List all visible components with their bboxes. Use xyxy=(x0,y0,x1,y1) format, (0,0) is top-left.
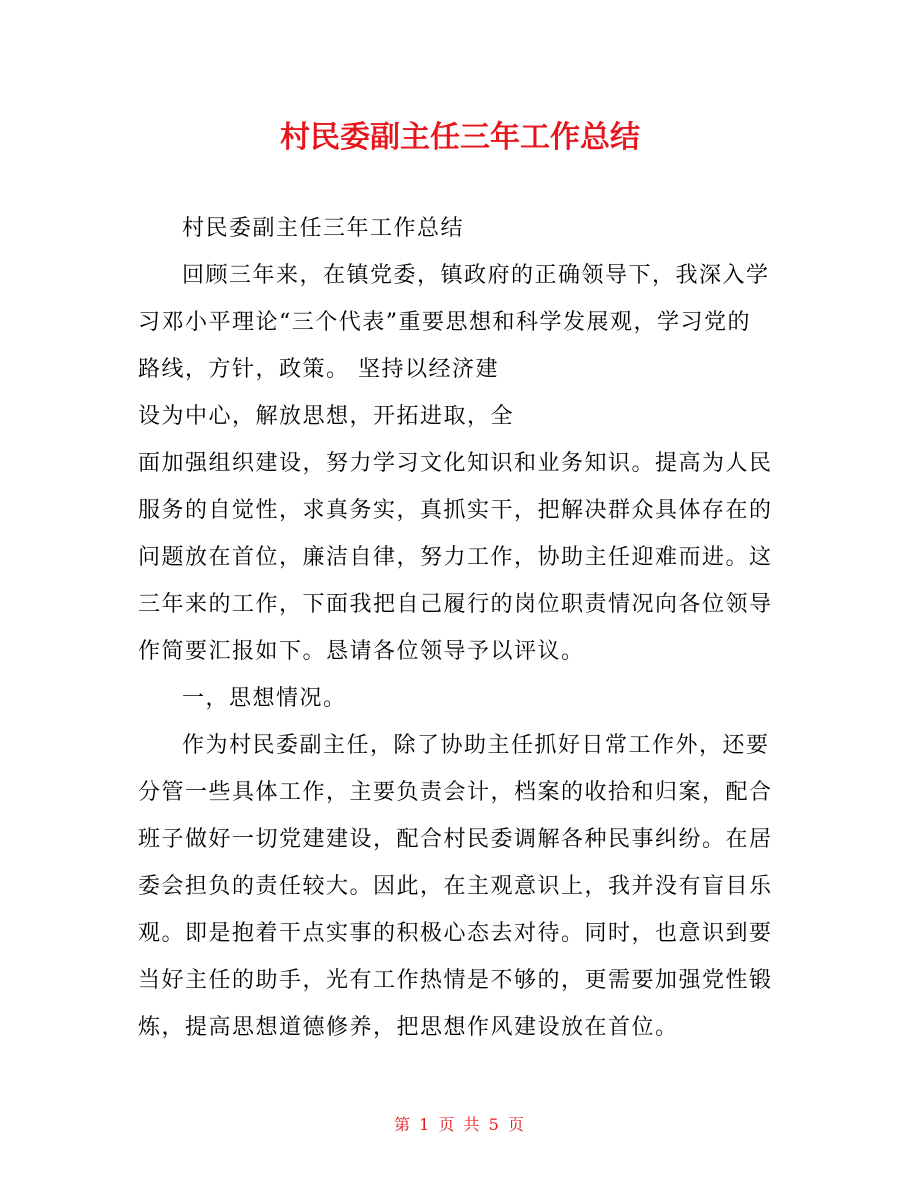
text-line: 回顾三年来，在镇党委，镇政府的正确领导下，我深入学 xyxy=(182,263,770,288)
text-line: 分管一些具体工作，主要负责会计，档案的收拾和归案，配合 xyxy=(138,780,773,805)
text-line: 委会担负的责任较大。因此，在主观意识上，我并没有盲目乐 xyxy=(138,874,773,899)
text-line: 炼，提高思想道德修养，把思想作风建设放在首位。 xyxy=(138,1015,679,1040)
text-line: 三年来的工作，下面我把自己履行的岗位职责情况向各位领导 xyxy=(138,592,773,617)
document-body xyxy=(138,214,788,1060)
page-footer: 第 1 页 共 5 页 xyxy=(394,1115,526,1134)
text-line: 一，思想情况。 xyxy=(182,686,347,711)
text-line: 班子做好一切党建建设，配合村民委调解各种民事纠纷。在居 xyxy=(138,827,773,852)
text-line: 作简要汇报如下。恳请各位领导予以评议。 xyxy=(138,639,585,664)
text-line: 村民委副主任三年工作总结 xyxy=(182,216,465,241)
text-line: 服务的自觉性，求真务实，真抓实干，把解决群众具体存在的 xyxy=(138,498,773,523)
text-line: 问题放在首位，廉洁自律，努力工作，协助主任迎难而进。这 xyxy=(138,545,773,570)
page-title: 村民委副主任三年工作总结 xyxy=(280,120,640,155)
text-line: 作为村民委副主任，除了协助主任抓好日常工作外，还要 xyxy=(182,733,770,758)
text-line: 当好主任的助手，光有工作热情是不够的，更需要加强党性锻 xyxy=(138,968,773,993)
text-line: 习邓小平理论“三个代表”重要思想和科学发展观，学习党的 xyxy=(138,310,751,335)
text-line: 路线，方针，政策。 坚持以经济建 xyxy=(138,357,499,382)
text-line: 观。即是抱着干点实事的积极心态去对待。同时，也意识到要 xyxy=(138,921,773,946)
text-line: 设为中心，解放思想，开拓进取，全 xyxy=(138,404,515,429)
text-line: 面加强组织建设，努力学习文化知识和业务知识。提高为人民 xyxy=(138,451,773,476)
